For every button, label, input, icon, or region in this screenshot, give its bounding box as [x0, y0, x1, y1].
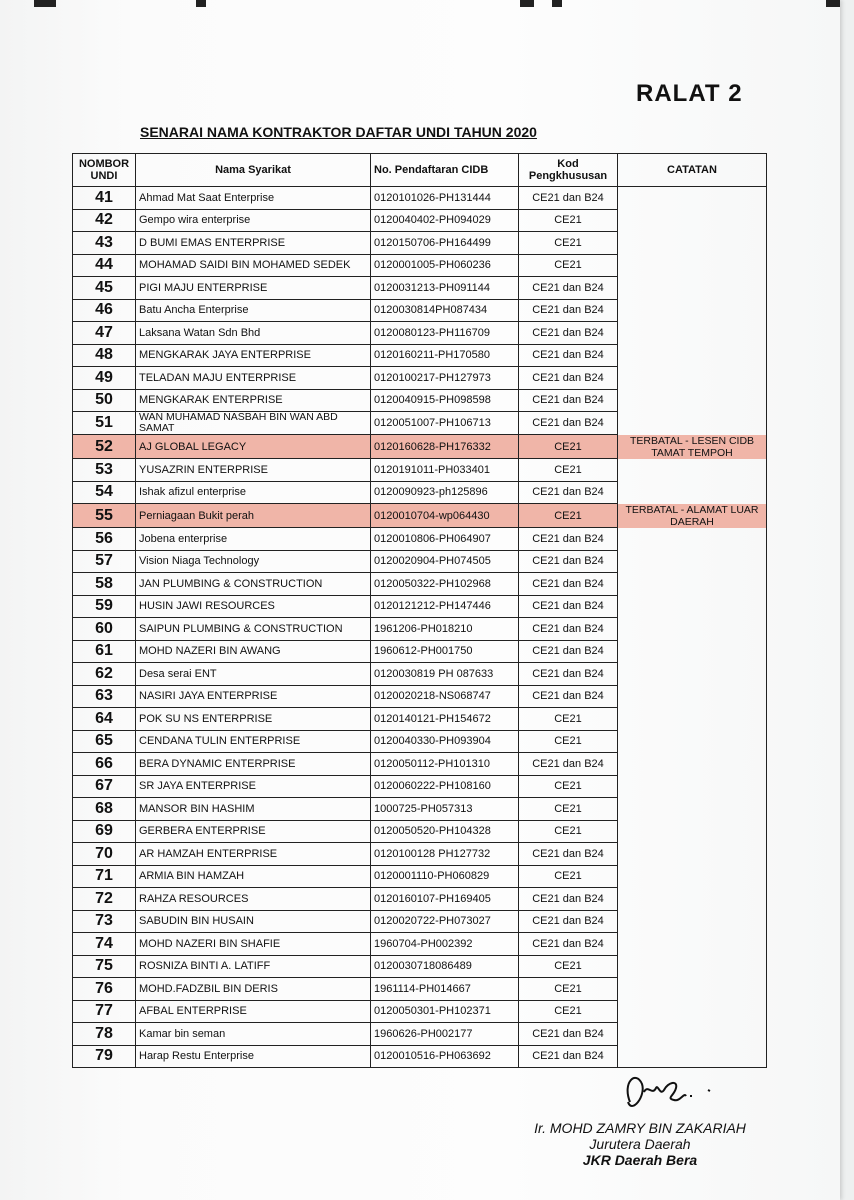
catatan-cell — [618, 955, 767, 978]
table-row — [73, 389, 767, 412]
cidb-number-cell: 0120020218-NS068747 — [371, 685, 519, 708]
nombor-undi-cell: 67 — [73, 775, 136, 798]
nama-syarikat-cell: SR JAYA ENTERPRISE — [136, 775, 371, 798]
catatan-cell — [618, 843, 767, 866]
catatan-cell — [618, 277, 767, 300]
cidb-number-cell: 0120051007-PH106713 — [371, 412, 519, 435]
nombor-undi-cell: 72 — [73, 888, 136, 911]
kod-pengkhususan-cell: CE21 dan B24 — [519, 187, 618, 210]
kod-pengkhususan-cell: CE21 dan B24 — [519, 663, 618, 686]
nombor-undi-cell: 50 — [73, 389, 136, 412]
nama-syarikat-cell: SAIPUN PLUMBING & CONSTRUCTION — [136, 618, 371, 641]
table-row — [73, 730, 767, 753]
nama-syarikat-cell: Vision Niaga Technology — [136, 550, 371, 573]
signatory-department: JKR Daerah Bera — [582, 1152, 698, 1168]
table-row — [73, 573, 767, 596]
nombor-undi-cell: 55 — [73, 504, 136, 528]
nama-syarikat-cell: CENDANA TULIN ENTERPRISE — [136, 730, 371, 753]
nombor-undi-cell: 63 — [73, 685, 136, 708]
col-kod: Kod Pengkhususan — [519, 154, 618, 187]
table-row — [73, 209, 767, 232]
kod-pengkhususan-cell: CE21 dan B24 — [519, 595, 618, 618]
nama-syarikat-cell: MANSOR BIN HASHIM — [136, 798, 371, 821]
catatan-cell — [618, 389, 767, 412]
catatan-cell — [618, 910, 767, 933]
nombor-undi-cell: 42 — [73, 209, 136, 232]
table-row — [73, 299, 767, 322]
cidb-number-cell: 0120160211-PH170580 — [371, 344, 519, 367]
nama-syarikat-cell: Desa serai ENT — [136, 663, 371, 686]
table-row — [73, 618, 767, 641]
table-row — [73, 753, 767, 776]
table-body — [73, 187, 767, 1068]
nama-syarikat-cell: HUSIN JAWI RESOURCES — [136, 595, 371, 618]
nama-syarikat-cell: Perniagaan Bukit perah — [136, 504, 371, 528]
catatan-cell — [618, 708, 767, 731]
cidb-number-cell: 0120031213-PH091144 — [371, 277, 519, 300]
nama-syarikat-cell: WAN MUHAMAD NASBAH BIN WAN ABD SAMAT — [136, 412, 371, 435]
ralat-label: RALAT 2 — [636, 80, 743, 107]
cidb-number-cell: 0120030718086489 — [371, 955, 519, 978]
col-nama-syarikat: Nama Syarikat — [136, 154, 371, 187]
catatan-cell — [618, 299, 767, 322]
nombor-undi-cell: 56 — [73, 528, 136, 551]
cidb-number-cell: 0120100128 PH127732 — [371, 843, 519, 866]
table-row — [73, 843, 767, 866]
contractor-table — [72, 153, 767, 1068]
cidb-number-cell: 1960704-PH002392 — [371, 933, 519, 956]
kod-pengkhususan-cell: CE21 dan B24 — [519, 618, 618, 641]
table-row — [73, 708, 767, 731]
nama-syarikat-cell: Ahmad Mat Saat Enterprise — [136, 187, 371, 210]
nama-syarikat-cell: Laksana Watan Sdn Bhd — [136, 322, 371, 345]
nama-syarikat-cell: Ishak afizul enterprise — [136, 481, 371, 504]
cidb-number-cell: 0120090923-ph125896 — [371, 481, 519, 504]
catatan-cell — [618, 978, 767, 1001]
nama-syarikat-cell: SABUDIN BIN HUSAIN — [136, 910, 371, 933]
table-row — [73, 978, 767, 1001]
catatan-cell — [618, 459, 767, 482]
table-row — [73, 481, 767, 504]
nombor-undi-cell: 64 — [73, 708, 136, 731]
catatan-cell — [618, 1023, 767, 1046]
nombor-undi-cell: 59 — [73, 595, 136, 618]
catatan-cell — [618, 573, 767, 596]
nama-syarikat-cell: AFBAL ENTERPRISE — [136, 1000, 371, 1023]
cidb-number-cell: 0120060222-PH108160 — [371, 775, 519, 798]
cidb-number-cell: 0120160107-PH169405 — [371, 888, 519, 911]
kod-pengkhususan-cell: CE21 dan B24 — [519, 412, 618, 435]
cidb-number-cell: 0120080123-PH116709 — [371, 322, 519, 345]
kod-pengkhususan-cell: CE21 dan B24 — [519, 888, 618, 911]
cidb-number-cell: 0120160628-PH176332 — [371, 435, 519, 459]
cidb-number-cell: 0120010806-PH064907 — [371, 528, 519, 551]
nombor-undi-cell: 62 — [73, 663, 136, 686]
nama-syarikat-cell: Kamar bin seman — [136, 1023, 371, 1046]
table-header-row — [73, 154, 767, 187]
table-row — [73, 820, 767, 843]
signature-mark — [618, 1062, 728, 1122]
nama-syarikat-cell: TELADAN MAJU ENTERPRISE — [136, 367, 371, 390]
kod-pengkhususan-cell: CE21 — [519, 865, 618, 888]
kod-pengkhususan-cell: CE21 — [519, 708, 618, 731]
nombor-undi-cell: 68 — [73, 798, 136, 821]
table-row — [73, 1023, 767, 1046]
top-edge-marks — [0, 0, 840, 8]
nama-syarikat-cell: Batu Ancha Enterprise — [136, 299, 371, 322]
table-row — [73, 865, 767, 888]
kod-pengkhususan-cell: CE21 dan B24 — [519, 528, 618, 551]
table-row — [73, 344, 767, 367]
nombor-undi-cell: 71 — [73, 865, 136, 888]
cidb-number-cell: 0120121212-PH147446 — [371, 595, 519, 618]
kod-pengkhususan-cell: CE21 — [519, 209, 618, 232]
cidb-number-cell: 1961206-PH018210 — [371, 618, 519, 641]
table-row — [73, 367, 767, 390]
catatan-cell — [618, 322, 767, 345]
nama-syarikat-cell: PIGI MAJU ENTERPRISE — [136, 277, 371, 300]
nama-syarikat-cell: ROSNIZA BINTI A. LATIFF — [136, 955, 371, 978]
col-catatan: CATATAN — [618, 154, 767, 187]
nama-syarikat-cell: Harap Restu Enterprise — [136, 1045, 371, 1068]
kod-pengkhususan-cell: CE21 dan B24 — [519, 277, 618, 300]
cidb-number-cell: 0120010516-PH063692 — [371, 1045, 519, 1068]
catatan-cell — [618, 254, 767, 277]
catatan-cell — [618, 730, 767, 753]
nama-syarikat-cell: ARMIA BIN HAMZAH — [136, 865, 371, 888]
nama-syarikat-cell: Gempo wira enterprise — [136, 209, 371, 232]
nombor-undi-cell: 66 — [73, 753, 136, 776]
catatan-cell — [618, 528, 767, 551]
nama-syarikat-cell: MOHAMAD SAIDI BIN MOHAMED SEDEK — [136, 254, 371, 277]
kod-pengkhususan-cell: CE21 — [519, 775, 618, 798]
cidb-number-cell: 0120150706-PH164499 — [371, 232, 519, 255]
kod-pengkhususan-cell: CE21 dan B24 — [519, 367, 618, 390]
cidb-number-cell: 0120030814PH087434 — [371, 299, 519, 322]
catatan-cell — [618, 888, 767, 911]
nombor-undi-cell: 49 — [73, 367, 136, 390]
kod-pengkhususan-cell: CE21 dan B24 — [519, 685, 618, 708]
cidb-number-cell: 1961114-PH014667 — [371, 978, 519, 1001]
cidb-number-cell: 1000725-PH057313 — [371, 798, 519, 821]
cidb-number-cell: 0120140121-PH154672 — [371, 708, 519, 731]
kod-pengkhususan-cell: CE21 dan B24 — [519, 843, 618, 866]
nombor-undi-cell: 58 — [73, 573, 136, 596]
col-cidb: No. Pendaftaran CIDB — [371, 154, 519, 187]
catatan-cell — [618, 1000, 767, 1023]
catatan-cell: TERBATAL - LESEN CIDB TAMAT TEMPOH — [618, 435, 767, 459]
nama-syarikat-cell: RAHZA RESOURCES — [136, 888, 371, 911]
nombor-undi-cell: 61 — [73, 640, 136, 663]
kod-pengkhususan-cell: CE21 — [519, 978, 618, 1001]
cidb-number-cell: 0120050301-PH102371 — [371, 1000, 519, 1023]
cidb-number-cell: 1960612-PH001750 — [371, 640, 519, 663]
kod-pengkhususan-cell: CE21 dan B24 — [519, 640, 618, 663]
cidb-number-cell: 0120191011-PH033401 — [371, 459, 519, 482]
nombor-undi-cell: 70 — [73, 843, 136, 866]
nombor-undi-cell: 79 — [73, 1045, 136, 1068]
table-row — [73, 459, 767, 482]
catatan-cell — [618, 595, 767, 618]
cidb-number-cell: 0120040402-PH094029 — [371, 209, 519, 232]
kod-pengkhususan-cell: CE21 dan B24 — [519, 322, 618, 345]
cidb-number-cell: 0120040915-PH098598 — [371, 389, 519, 412]
nama-syarikat-cell: GERBERA ENTERPRISE — [136, 820, 371, 843]
table-row — [73, 435, 767, 459]
nombor-undi-cell: 53 — [73, 459, 136, 482]
cidb-number-cell: 0120010704-wp064430 — [371, 504, 519, 528]
cidb-number-cell: 0120020904-PH074505 — [371, 550, 519, 573]
nombor-undi-cell: 69 — [73, 820, 136, 843]
nama-syarikat-cell: MOHD NAZERI BIN SHAFIE — [136, 933, 371, 956]
nombor-undi-cell: 78 — [73, 1023, 136, 1046]
catatan-cell — [618, 820, 767, 843]
kod-pengkhususan-cell: CE21 — [519, 1000, 618, 1023]
catatan-cell — [618, 344, 767, 367]
kod-pengkhususan-cell: CE21 dan B24 — [519, 1023, 618, 1046]
table-row — [73, 1000, 767, 1023]
catatan-cell — [618, 481, 767, 504]
table-row — [73, 888, 767, 911]
catatan-cell — [618, 685, 767, 708]
catatan-cell — [618, 775, 767, 798]
table-row — [73, 933, 767, 956]
catatan-cell — [618, 865, 767, 888]
cidb-number-cell: 0120050112-PH101310 — [371, 753, 519, 776]
kod-pengkhususan-cell: CE21 — [519, 459, 618, 482]
catatan-cell — [618, 618, 767, 641]
nama-syarikat-cell: BERA DYNAMIC ENTERPRISE — [136, 753, 371, 776]
nombor-undi-cell: 76 — [73, 978, 136, 1001]
table-row — [73, 685, 767, 708]
kod-pengkhususan-cell: CE21 dan B24 — [519, 573, 618, 596]
catatan-cell — [618, 367, 767, 390]
nama-syarikat-cell: MOHD NAZERI BIN AWANG — [136, 640, 371, 663]
nama-syarikat-cell: AJ GLOBAL LEGACY — [136, 435, 371, 459]
col-nombor-undi: NOMBOR UNDI — [73, 154, 136, 187]
cidb-number-cell: 0120030819 PH 087633 — [371, 663, 519, 686]
cidb-number-cell: 0120100217-PH127973 — [371, 367, 519, 390]
table-row — [73, 663, 767, 686]
nombor-undi-cell: 43 — [73, 232, 136, 255]
nama-syarikat-cell: MENGKARAK JAYA ENTERPRISE — [136, 344, 371, 367]
table-row — [73, 187, 767, 210]
kod-pengkhususan-cell: CE21 — [519, 232, 618, 255]
nombor-undi-cell: 74 — [73, 933, 136, 956]
signature-block — [520, 1120, 760, 1168]
kod-pengkhususan-cell: CE21 dan B24 — [519, 753, 618, 776]
nombor-undi-cell: 45 — [73, 277, 136, 300]
table-row — [73, 232, 767, 255]
cidb-number-cell: 0120040330-PH093904 — [371, 730, 519, 753]
signatory-name: Ir. MOHD ZAMRY BIN ZAKARIAH — [534, 1120, 746, 1136]
kod-pengkhususan-cell: CE21 — [519, 820, 618, 843]
table-row — [73, 640, 767, 663]
table-row — [73, 504, 767, 528]
table-row — [73, 955, 767, 978]
catatan-cell — [618, 209, 767, 232]
kod-pengkhususan-cell: CE21 — [519, 504, 618, 528]
table-row — [73, 910, 767, 933]
nama-syarikat-cell: NASIRI JAYA ENTERPRISE — [136, 685, 371, 708]
cidb-number-cell: 0120001110-PH060829 — [371, 865, 519, 888]
kod-pengkhususan-cell: CE21 — [519, 955, 618, 978]
cidb-number-cell: 0120050322-PH102968 — [371, 573, 519, 596]
catatan-cell — [618, 753, 767, 776]
nombor-undi-cell: 60 — [73, 618, 136, 641]
nama-syarikat-cell: Jobena enterprise — [136, 528, 371, 551]
cidb-number-cell: 0120001005-PH060236 — [371, 254, 519, 277]
catatan-cell — [618, 798, 767, 821]
nombor-undi-cell: 47 — [73, 322, 136, 345]
nombor-undi-cell: 48 — [73, 344, 136, 367]
nombor-undi-cell: 57 — [73, 550, 136, 573]
catatan-cell — [618, 187, 767, 210]
table-row — [73, 277, 767, 300]
nombor-undi-cell: 44 — [73, 254, 136, 277]
nombor-undi-cell: 65 — [73, 730, 136, 753]
table-row — [73, 528, 767, 551]
table-row — [73, 254, 767, 277]
cidb-number-cell: 0120101026-PH131444 — [371, 187, 519, 210]
catatan-cell — [618, 550, 767, 573]
nombor-undi-cell: 77 — [73, 1000, 136, 1023]
nama-syarikat-cell: YUSAZRIN ENTERPRISE — [136, 459, 371, 482]
catatan-cell — [618, 232, 767, 255]
catatan-cell — [618, 412, 767, 435]
nama-syarikat-cell: JAN PLUMBING & CONSTRUCTION — [136, 573, 371, 596]
nombor-undi-cell: 54 — [73, 481, 136, 504]
kod-pengkhususan-cell: CE21 dan B24 — [519, 550, 618, 573]
catatan-cell — [618, 640, 767, 663]
kod-pengkhususan-cell: CE21 dan B24 — [519, 344, 618, 367]
nombor-undi-cell: 41 — [73, 187, 136, 210]
table-row — [73, 322, 767, 345]
kod-pengkhususan-cell: CE21 dan B24 — [519, 933, 618, 956]
kod-pengkhususan-cell: CE21 dan B24 — [519, 481, 618, 504]
nombor-undi-cell: 75 — [73, 955, 136, 978]
nombor-undi-cell: 46 — [73, 299, 136, 322]
signatory-title: Jurutera Daerah — [589, 1136, 691, 1152]
table-row — [73, 775, 767, 798]
cidb-number-cell: 0120020722-PH073027 — [371, 910, 519, 933]
nama-syarikat-cell: MOHD.FADZBIL BIN DERIS — [136, 978, 371, 1001]
table-row — [73, 412, 767, 435]
kod-pengkhususan-cell: CE21 — [519, 435, 618, 459]
nama-syarikat-cell: POK SU NS ENTERPRISE — [136, 708, 371, 731]
nama-syarikat-cell: AR HAMZAH ENTERPRISE — [136, 843, 371, 866]
kod-pengkhususan-cell: CE21 — [519, 254, 618, 277]
table-row — [73, 798, 767, 821]
catatan-cell — [618, 663, 767, 686]
cidb-number-cell: 0120050520-PH104328 — [371, 820, 519, 843]
kod-pengkhususan-cell: CE21 — [519, 730, 618, 753]
table-row — [73, 595, 767, 618]
kod-pengkhususan-cell: CE21 dan B24 — [519, 910, 618, 933]
nombor-undi-cell: 73 — [73, 910, 136, 933]
kod-pengkhususan-cell: CE21 — [519, 798, 618, 821]
nombor-undi-cell: 52 — [73, 435, 136, 459]
nama-syarikat-cell: MENGKARAK ENTERPRISE — [136, 389, 371, 412]
nama-syarikat-cell: D BUMI EMAS ENTERPRISE — [136, 232, 371, 255]
page-title: SENARAI NAMA KONTRAKTOR DAFTAR UNDI TAHUN 2020 — [140, 124, 537, 140]
kod-pengkhususan-cell: CE21 dan B24 — [519, 299, 618, 322]
table-row — [73, 550, 767, 573]
kod-pengkhususan-cell: CE21 dan B24 — [519, 389, 618, 412]
nombor-undi-cell: 51 — [73, 412, 136, 435]
cidb-number-cell: 1960626-PH002177 — [371, 1023, 519, 1046]
catatan-cell — [618, 933, 767, 956]
catatan-cell: TERBATAL - ALAMAT LUAR DAERAH — [618, 504, 767, 528]
kod-pengkhususan-cell: CE21 dan B24 — [519, 1045, 618, 1068]
